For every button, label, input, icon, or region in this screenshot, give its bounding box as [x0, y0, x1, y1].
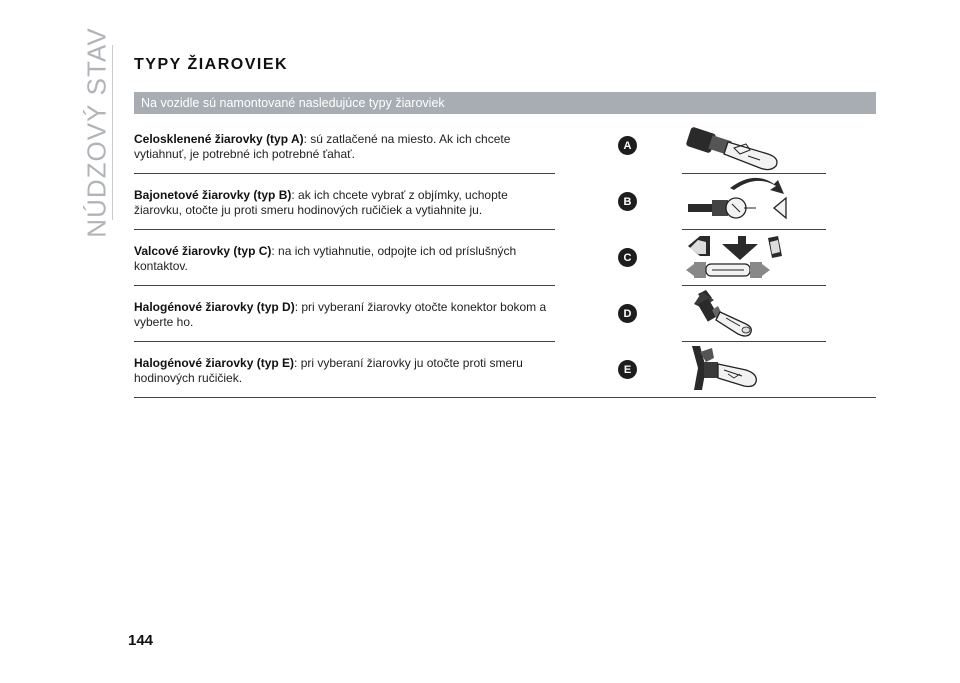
bulb-letter-badge: A [618, 136, 637, 155]
bulb-type-title: Bajonetové žiarovky (typ B) [134, 188, 292, 202]
bulb-row-b [134, 174, 876, 230]
bayonet-bulb-icon [684, 176, 824, 228]
bulb-letter-badge: D [618, 304, 637, 323]
halogen-bulb-d-icon [684, 288, 824, 340]
halogen-bulb-e-icon [684, 344, 824, 396]
bulb-type-title: Halogénové žiarovky (typ E) [134, 356, 295, 370]
glass-bulb-icon [684, 120, 824, 172]
page-number: 144 [128, 632, 154, 649]
section-side-label: NÚDZOVÝ STAV [81, 27, 112, 238]
bulb-letter-badge: E [618, 360, 637, 379]
bulb-description [134, 132, 554, 162]
bulb-type-text: : ak ich chcete vybrať z objímky, uchopte žiarovku, otočte ju proti smeru hodinových ručičiek a vytiahnite ju. [134, 188, 508, 217]
page-title: TYPY ŽIAROVIEK [134, 56, 289, 73]
section-banner: Na vozidle sú namontované nasledujúce typy žiaroviek [134, 92, 876, 114]
bulb-type-text: : pri vyberaní žiarovky otočte konektor bokom a vyberte ho. [134, 300, 547, 329]
bulb-type-text: : pri vyberaní žiarovky ju otočte proti smeru hodinových ručičiek. [134, 356, 523, 385]
bulb-letter-badge: B [618, 192, 637, 211]
side-divider [112, 45, 113, 220]
section-side-tab [81, 27, 112, 238]
bulb-description [134, 188, 554, 218]
bulb-row-c [134, 230, 876, 286]
bulb-description [134, 356, 554, 386]
bulb-description [134, 244, 554, 274]
bulb-description [134, 300, 554, 330]
bulb-type-title: Halogénové žiarovky (typ D) [134, 300, 295, 314]
bulb-type-title: Celosklenené žiarovky (typ A) [134, 132, 304, 146]
bulb-type-title: Valcové žiarovky (typ C) [134, 244, 272, 258]
row-divider [134, 397, 876, 398]
bulb-row-e [134, 342, 876, 398]
bulb-row-d [134, 286, 876, 342]
bulb-type-text: : sú zatlačené na miesto. Ak ich chcete vytiahnuť, je potrebné ich potrebné ťahať. [134, 132, 511, 161]
bulb-row-a [134, 118, 876, 174]
cylindrical-bulb-icon [684, 232, 824, 284]
bulb-type-text: : na ich vytiahnutie, odpojte ich od príslušných kontaktov. [134, 244, 517, 273]
bulb-letter-badge: C [618, 248, 637, 267]
